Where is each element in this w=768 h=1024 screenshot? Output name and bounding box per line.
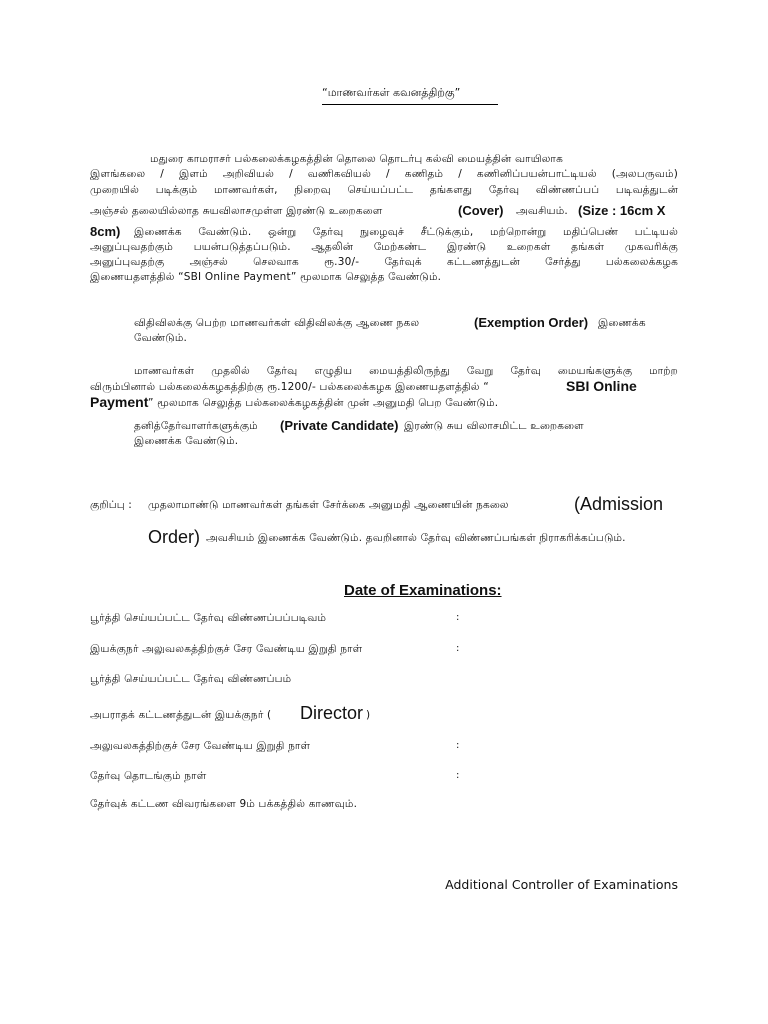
schedule-row-6-colon: : <box>456 770 460 781</box>
para2-line2: வேண்டும். <box>134 332 188 344</box>
para1-line2: இளங்கலை / இளம் அறிவியல் / வணிகவியல் / கணிதம் / கணினிப்பயன்பாட்டியல் (அலபருவம்) <box>90 168 678 180</box>
para1-size-term: (Size : 16cm X <box>578 203 666 218</box>
para1-line8: இணையதளத்தில் “SBI Online Payment” மூலமாக செலுத்த வேண்டும். <box>90 271 442 283</box>
signature-designation: Additional Controller of Examinations <box>445 877 678 892</box>
para1-line6: அனுப்புவதற்கும் பயன்படுத்தப்படும். ஆதலின் மேற்கண்ட இரண்டு உறைகள் தங்கள் முகவரிக்கு <box>90 241 678 253</box>
para1-line3: முறையில் படிக்கும் மாணவர்கள், நிறைவு செய்யப்பட்ட தங்களது தேர்வு விண்ணப்பப் படிவத்துடன் <box>90 184 678 196</box>
schedule-row-3-label: பூர்த்தி செய்யப்பட்ட தேர்வு விண்ணப்பம் <box>90 673 292 685</box>
para2-exemption-term: (Exemption Order) <box>474 315 589 330</box>
schedule-director-term: Director <box>300 703 364 723</box>
para1-8cm-term: 8cm) <box>90 224 121 239</box>
para4-private-candidate-term: (Private Candidate) <box>280 418 399 433</box>
para4-line2: இணைக்க வேண்டும். <box>134 435 239 447</box>
page-title: “மாணவர்கள் கவனத்திற்கு” <box>322 86 461 99</box>
schedule-row-5-colon: : <box>456 740 460 751</box>
note-order-term: Order) <box>148 527 201 547</box>
para1-line4-mid: அவசியம். <box>516 205 568 217</box>
para3-line1: மாணவர்கள் முதலில் தேர்வு எழுதிய மையத்திலிருந்து வேறு தேர்வு மையங்களுக்கு மாற்ற <box>134 365 678 377</box>
note-line2-text: அவசியம் இணைக்க வேண்டும். தவறினால் தேர்வு விண்ணப்பங்கள் நிராகரிக்கப்படும். <box>206 532 626 544</box>
schedule-row-5-label: அலுவலகத்திற்குச் சேர வேண்டிய இறுதி நாள் <box>90 740 311 752</box>
para1-line1: மதுரை காமராசர் பல்கலைக்கழகத்தின் தொலை தொடர்பு கல்வி மையத்தின் வாயிலாக <box>150 153 563 165</box>
schedule-director-close: ) <box>366 709 371 721</box>
title-underline <box>322 104 498 105</box>
schedule-row-4-label: அபராதக் கட்டணத்துடன் இயக்குநர் ( <box>90 709 272 721</box>
para4-line1-text: தனித்தேர்வாளர்களுக்கும் <box>134 420 258 432</box>
para1-line5-text: இணைக்க வேண்டும். ஒன்று தேர்வு நுழைவுச் சீட்டுக்கும், மற்றொன்று மதிப்பெண் பட்டியல் <box>134 226 678 238</box>
para1-line7: அனுப்புவதற்கு அஞ்சல் செலவாக ரூ.30/- தேர்வுக் கட்டணத்துடன் சேர்த்து பல்கலைக்கழக <box>90 256 678 268</box>
para2-line1-text: விதிவிலக்கு பெற்ற மாணவர்கள் விதிவிலக்கு ஆணை நகல <box>134 317 420 329</box>
para2-line1-post: இணைக்க <box>598 317 646 329</box>
para3-line3-text: ” மூலமாக செலுத்த பல்கலைக்கழகத்தின் முன் அனுமதி பெற வேண்டும். <box>148 397 499 409</box>
schedule-row-1-colon: : <box>456 612 460 623</box>
schedule-row-2-colon: : <box>456 643 460 654</box>
para3-payment-term: Payment <box>90 394 149 410</box>
para3-line2-text: விரும்பினால் பல்கலைக்கழகத்திற்கு ரூ.1200/- பல்கலைக்கழக இணையதளத்தில் “ <box>90 381 489 393</box>
exam-dates-heading: Date of Examinations: <box>344 582 502 599</box>
note-admission-term: (Admission <box>574 494 664 514</box>
para1-cover-term: (Cover) <box>458 203 504 218</box>
schedule-row-2-label: இயக்குநர் அலுவலகத்திற்குச் சேர வேண்டிய இறுதி நாள் <box>90 643 363 655</box>
note-label: குறிப்பு : <box>90 499 133 511</box>
fee-details-note: தேர்வுக் கட்டண விவரங்களை 9ம் பக்கத்தில் காணவும். <box>90 798 358 810</box>
schedule-row-1-label: பூர்த்தி செய்யப்பட்ட தேர்வு விண்ணப்பப்படிவம் <box>90 612 327 624</box>
para1-line4-text: அஞ்சல் தலையில்லாத சுயவிலாசமுள்ள இரண்டு உறைகளை <box>90 205 383 217</box>
schedule-row-6-label: தேர்வு தொடங்கும் நாள் <box>90 770 207 782</box>
note-line1-text: முதலாமாண்டு மாணவர்கள் தங்கள் சேர்க்கை அனுமதி ஆணையின் நகலை <box>148 499 509 511</box>
para3-sbi-online-term: SBI Online <box>566 378 637 394</box>
para4-line1-post: இரண்டு சுய விலாசமிட்ட உறைகளை <box>404 420 584 432</box>
